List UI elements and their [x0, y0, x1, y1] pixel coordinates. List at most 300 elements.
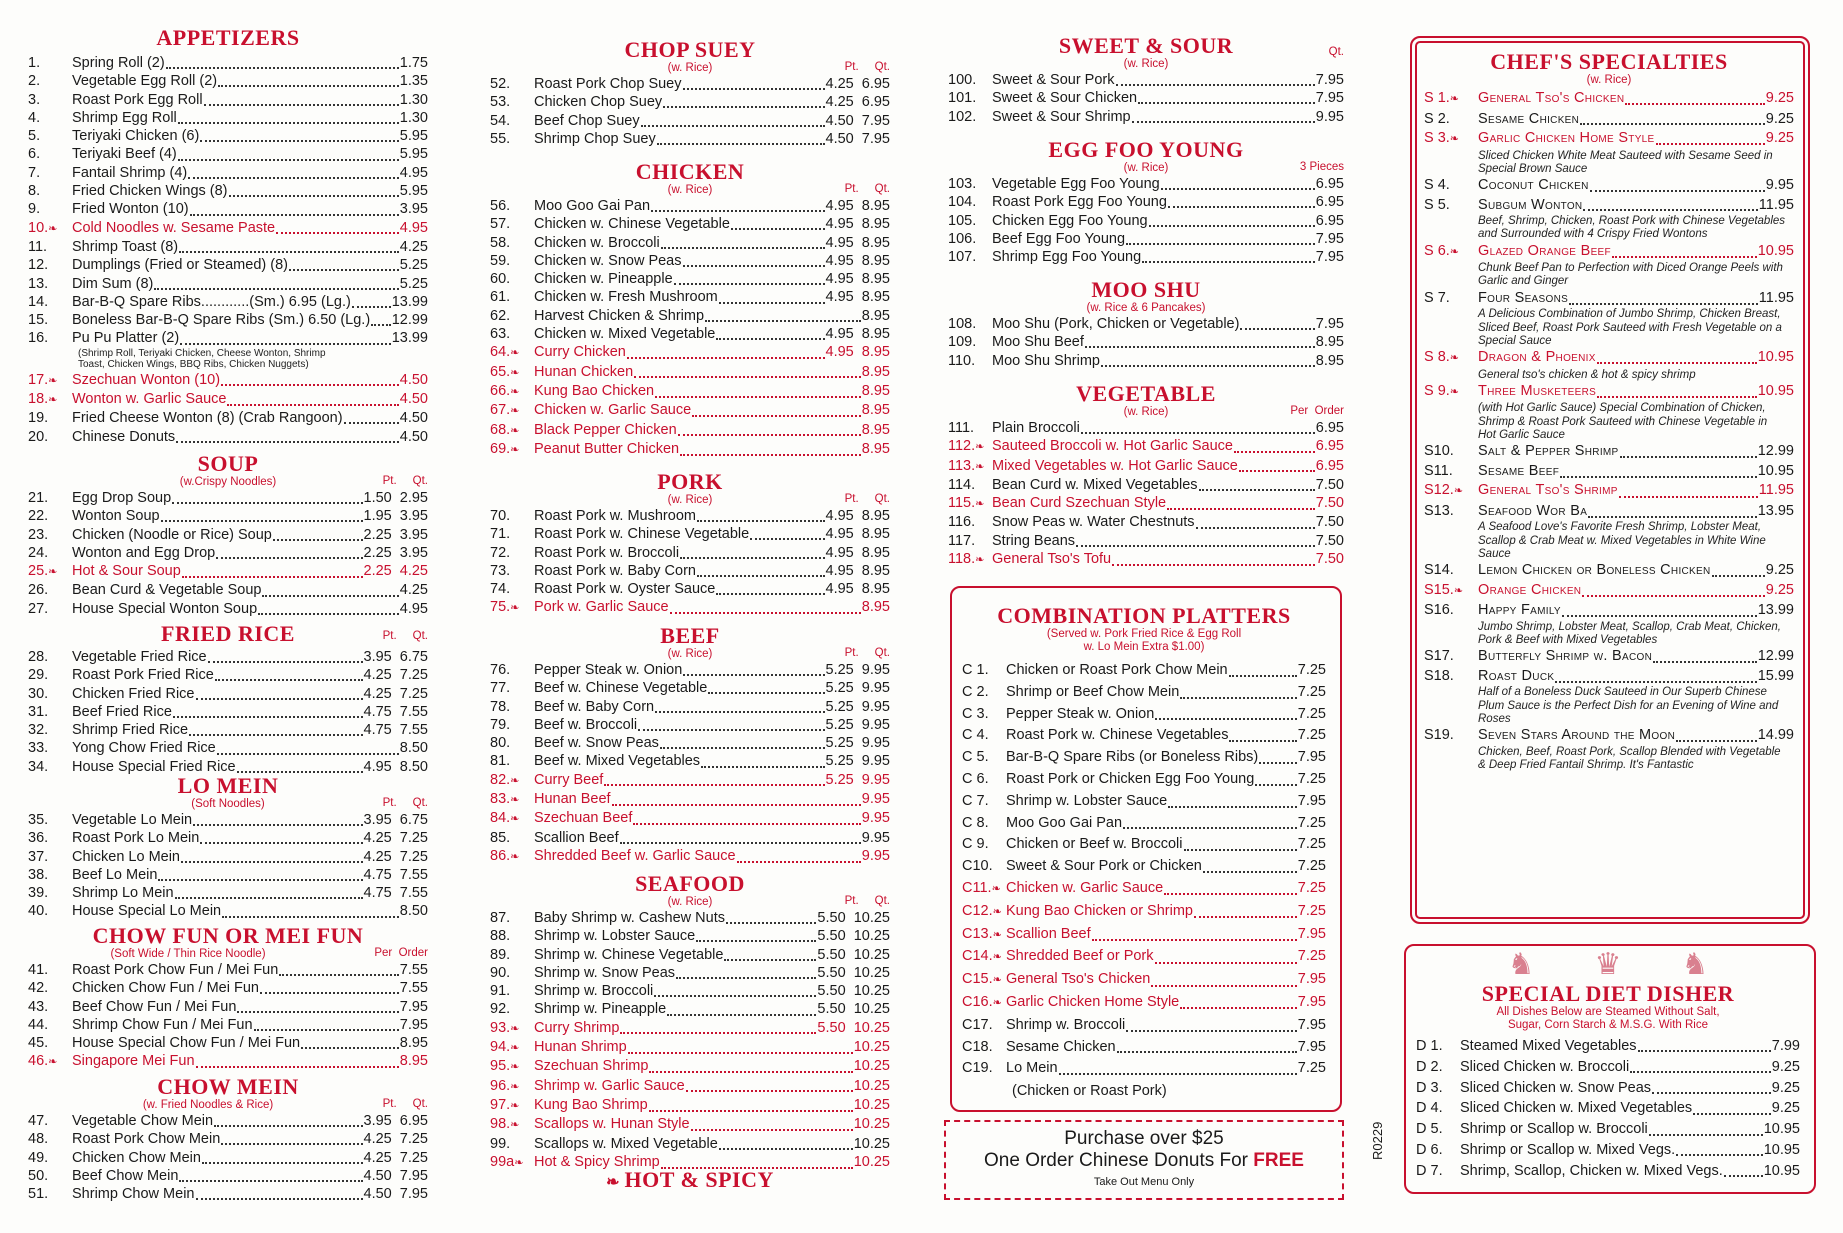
- dot-leader: [1676, 1144, 1763, 1156]
- item-name: Hunan Shrimp: [534, 1039, 627, 1056]
- item-number-text: 38.: [28, 866, 49, 883]
- item-number: [490, 598, 534, 617]
- dot-leader: [371, 314, 391, 326]
- item-price: 10.95: [1757, 462, 1794, 479]
- item-number: [948, 457, 992, 476]
- item-number: [962, 813, 1006, 835]
- item-name: Teriyaki Chicken (6): [72, 128, 200, 145]
- dot-leader: [686, 1080, 853, 1092]
- chow-fun-subtitle: (Soft Wide / Thin Rice Noodle): [110, 948, 266, 960]
- item-price: 5.25: [399, 257, 428, 274]
- item-number: [490, 698, 534, 716]
- dot-leader: [1555, 671, 1756, 683]
- menu-item: [490, 130, 890, 148]
- item-number: [490, 1135, 534, 1153]
- dot-leader: [750, 528, 824, 540]
- menu-item: [490, 270, 890, 288]
- egg-foo-young-title: EGG FOO YOUNG: [1048, 137, 1244, 162]
- menu-item: [490, 946, 890, 964]
- item-number: [490, 909, 534, 927]
- dot-leader: [1180, 997, 1297, 1009]
- item-number-text: 114.: [948, 476, 976, 493]
- menu-item: [962, 1015, 1326, 1037]
- lo-mein-title: LO MEIN: [177, 773, 279, 798]
- menu-item: [28, 866, 428, 884]
- item-number: [1416, 1161, 1460, 1182]
- dot-leader: [178, 149, 399, 161]
- item-number: [28, 1167, 72, 1185]
- item-name: Shrimp w. Broccoli: [1006, 1016, 1126, 1033]
- item-name: Pork w. Garlic Sauce: [534, 599, 669, 616]
- item-name: Scallion Beef: [1006, 925, 1091, 942]
- menu-item: [962, 813, 1326, 835]
- chicken-section: [490, 160, 890, 459]
- item-number-text: 81.: [490, 753, 511, 770]
- chili-pepper-icon: ❧: [510, 424, 520, 437]
- combination-list: [962, 660, 1326, 1080]
- item-price: 4.95 8.95: [825, 326, 890, 343]
- menu-item: [490, 809, 890, 828]
- menu-item: [490, 1135, 890, 1153]
- item-number-text: C 5.: [962, 749, 989, 766]
- item-price: 9.95: [1315, 108, 1344, 125]
- menu-item: [28, 428, 428, 446]
- menu-item: [1424, 502, 1794, 522]
- item-name: Chicken Chow Fun / Mei Fun: [72, 980, 259, 997]
- item-price: 7.95: [1315, 230, 1344, 247]
- hot-spicy-legend: [490, 1168, 890, 1195]
- dot-leader: [1712, 565, 1765, 577]
- item-number-text: S14.: [1424, 562, 1454, 579]
- moo-shu-list: [948, 315, 1344, 370]
- item-number: [28, 829, 72, 847]
- chow-fun-list: [28, 961, 428, 1072]
- item-price: 8.95: [861, 363, 890, 380]
- chili-pepper-icon: ❧: [510, 1061, 520, 1074]
- item-number: [28, 1034, 72, 1052]
- menu-item: [28, 200, 428, 218]
- item-name: Shrimp w. Snow Peas: [534, 964, 676, 981]
- appetizers-list-2: [28, 371, 428, 446]
- menu-item: [28, 311, 428, 329]
- chili-pepper-icon: ❧: [992, 928, 1002, 941]
- item-number: [962, 834, 1006, 856]
- item-name: Spring Roll (2): [72, 55, 165, 71]
- item-number-text: 84.: [490, 810, 511, 827]
- item-number-text: C13.: [962, 925, 993, 942]
- item-number: [28, 544, 72, 562]
- item-name: Fried Chicken Wings (8): [72, 183, 228, 200]
- item-name: Wonton and Egg Drop: [72, 544, 216, 561]
- menu-item: [490, 234, 890, 252]
- item-price: 5.50 10.25: [817, 928, 890, 945]
- egg-foo-young-subtitle: (w. Rice): [1123, 162, 1169, 174]
- item-number-text: 36.: [28, 830, 49, 847]
- item-number-text: 17.: [28, 371, 49, 388]
- dot-leader: [1085, 336, 1315, 348]
- item-price: 4.25: [399, 582, 428, 599]
- menu-item: [490, 1077, 890, 1096]
- menu-item: [1424, 196, 1794, 216]
- item-name: Chicken w. Chinese Vegetable: [534, 216, 730, 233]
- item-price: 6.95: [1315, 176, 1344, 192]
- item-number-text: 54.: [490, 112, 511, 129]
- menu-item: [28, 219, 428, 238]
- item-name: Boneless Bar-B-Q Spare Ribs (Sm.) 6.50 (Lg.): [72, 312, 371, 329]
- dot-leader: [1724, 1165, 1763, 1177]
- dot-leader: [1138, 92, 1315, 104]
- item-name: Hunan Beef: [534, 791, 611, 808]
- item-number-text: 101.: [948, 90, 977, 107]
- item-number: [28, 721, 72, 739]
- item-number: [962, 682, 1006, 704]
- item-number: [28, 507, 72, 525]
- item-number-text: 30.: [28, 685, 49, 702]
- item-number: [948, 333, 992, 351]
- item-name: Beef w. Mixed Vegetables: [534, 753, 701, 770]
- item-number-text: 31.: [28, 703, 49, 720]
- item-number-text: D 6.: [1416, 1141, 1443, 1158]
- dot-leader: [737, 851, 861, 863]
- dot-leader: [158, 869, 362, 881]
- dot-leader: [724, 949, 816, 961]
- soup-section: [28, 452, 428, 618]
- item-number: [490, 307, 534, 325]
- item-number: [490, 270, 534, 288]
- chili-pepper-icon: ❧: [510, 602, 520, 615]
- item-number-text: C15.: [962, 971, 993, 988]
- diet-list: [1416, 1036, 1800, 1182]
- item-price: 9.25: [1765, 130, 1794, 146]
- item-number-text: 34.: [28, 758, 49, 775]
- item-name: General Tso's Shrimp: [1478, 482, 1618, 499]
- item-number: [490, 946, 534, 964]
- item-number-text: 13.: [28, 275, 49, 292]
- item-name: Kung Bao Chicken: [534, 382, 655, 399]
- item-price: 8.95: [399, 1035, 428, 1052]
- item-number-text: 80.: [490, 735, 511, 752]
- menu-item: [962, 969, 1326, 992]
- combination-platters-box: [950, 586, 1342, 1112]
- item-number: [948, 550, 992, 569]
- item-number: [28, 848, 72, 866]
- dot-leader: [179, 241, 399, 253]
- item-number-text: 42.: [28, 980, 49, 997]
- dot-leader: [620, 832, 861, 844]
- item-number-text: D 4.: [1416, 1100, 1443, 1117]
- item-price: 6.95: [1315, 194, 1344, 211]
- dot-leader: [1229, 665, 1297, 677]
- menu-item: [962, 901, 1326, 924]
- menu-item: [962, 834, 1326, 856]
- item-number-text: C 6.: [962, 770, 989, 787]
- item-price: 4.50: [399, 428, 428, 445]
- lo-mein-list: [28, 811, 428, 921]
- item-number-text: 25.: [28, 563, 49, 580]
- item-description: Chunk Beef Pan to Perfection with Diced Orange Peels with Garlic and Ginger: [1478, 262, 1783, 288]
- item-number-text: 22.: [28, 508, 49, 525]
- vegetable-subtitle: (w. Rice): [1123, 406, 1169, 418]
- dot-leader: [1076, 535, 1315, 547]
- item-name: General Tso's Tofu: [992, 551, 1112, 568]
- item-number: [490, 982, 534, 1000]
- menu-item: [28, 884, 428, 902]
- menu-item: [1424, 481, 1794, 502]
- dot-leader: [196, 1188, 363, 1200]
- item-description: General tso's chicken & hot & spicy shrimp: [1478, 368, 1696, 381]
- item-name: House Special Wonton Soup: [72, 600, 258, 617]
- item-name: Roast Pork Lo Mein: [72, 830, 200, 847]
- item-name: Orange Chicken: [1478, 581, 1582, 598]
- item-number: [962, 1037, 1006, 1059]
- item-number-text: S 3.: [1424, 130, 1450, 146]
- chili-pepper-icon: ❧: [510, 1042, 520, 1055]
- dot-leader: [726, 912, 816, 924]
- item-price: 7.25: [1297, 727, 1326, 744]
- vegetable-section: [948, 382, 1344, 569]
- dot-leader: [1126, 233, 1315, 245]
- item-price: 3.95 6.75: [363, 812, 428, 828]
- dancer-icon: ♞: [1507, 948, 1595, 981]
- item-number: [28, 256, 72, 274]
- item-price: 4.25 6.95: [825, 94, 890, 111]
- item-name: Pepper Steak w. Onion: [1006, 705, 1155, 722]
- item-name: Subgum Wonton: [1478, 196, 1583, 213]
- item-number: [1416, 1140, 1460, 1161]
- item-number-text: S 1.: [1424, 90, 1450, 106]
- chili-pepper-icon: ❧: [1449, 245, 1460, 258]
- item-number: [490, 679, 534, 697]
- menu-item: [1424, 442, 1794, 462]
- item-number-text: S10.: [1424, 443, 1454, 460]
- item-name: Bar-B-Q Spare Ribs............(Sm.) 6.95 (Lg.): [72, 293, 351, 310]
- menu-item: [490, 325, 890, 343]
- item-price: 8.50: [399, 740, 428, 757]
- chili-pepper-icon: ❧: [510, 347, 520, 360]
- item-price: 9.25: [1765, 562, 1794, 579]
- item-price: 10.25: [853, 1116, 890, 1133]
- dot-leader: [1203, 861, 1297, 873]
- item-price: 5.50 10.25: [817, 946, 890, 963]
- menu-item: [1424, 726, 1794, 746]
- menu-item: [962, 992, 1326, 1015]
- item-name: Beef w. Chinese Vegetable: [534, 680, 708, 697]
- item-number: [1424, 581, 1478, 602]
- menu-item: [948, 333, 1344, 351]
- item-price: 4.25 7.25: [363, 667, 428, 684]
- dot-leader: [676, 967, 816, 979]
- dancer-icon: ♞: [1681, 948, 1769, 981]
- item-name: Hot & Sour Soup: [72, 563, 181, 580]
- dot-leader: [1151, 975, 1296, 987]
- item-number-text: 116.: [948, 514, 976, 531]
- dot-leader: [218, 75, 399, 87]
- item-name: Teriyaki Beef (4): [72, 146, 177, 163]
- menu-item: [490, 580, 890, 598]
- item-number-text: 8.: [28, 183, 41, 200]
- item-price: 14.99: [1757, 727, 1794, 744]
- item-number: [490, 363, 534, 382]
- item-price: 2.25 3.95: [363, 544, 428, 561]
- item-name: Chicken w. Garlic Sauce: [534, 402, 692, 419]
- item-price: 7.25: [1297, 662, 1326, 678]
- menu-item: [490, 598, 890, 617]
- menu-item: [490, 927, 890, 945]
- item-name: Chicken Chow Mein: [72, 1149, 201, 1166]
- item-number-text: 69.: [490, 440, 511, 457]
- dot-leader: [1693, 1103, 1771, 1115]
- item-name: Shrimp Toast (8): [72, 238, 179, 255]
- item-number-text: 74.: [490, 581, 511, 598]
- menu-item: [28, 507, 428, 525]
- item-name: Sweet & Sour Chicken: [992, 90, 1138, 107]
- seafood-subtitle: (w. Rice): [667, 896, 713, 908]
- item-name: Shrimp or Scallop w. Mixed Vegs.: [1460, 1141, 1676, 1158]
- item-number-text: 73.: [490, 562, 511, 579]
- item-name: Beef w. Snow Peas: [534, 735, 659, 752]
- dot-leader: [731, 218, 825, 230]
- item-number-text: S18.: [1424, 667, 1454, 684]
- dot-leader: [1116, 74, 1315, 86]
- item-number-text: C17.: [962, 1016, 993, 1033]
- item-number: [948, 315, 992, 333]
- item-name: Chicken (Noodle or Rice) Soup: [72, 526, 272, 543]
- dot-leader: [1597, 386, 1757, 398]
- item-price: 7.50: [1315, 476, 1344, 493]
- item-number-text: 93.: [490, 1019, 511, 1036]
- item-number-text: 57.: [490, 216, 511, 233]
- item-price: 4.50: [399, 391, 428, 408]
- item-price: 8.95: [861, 307, 890, 324]
- item-name: Sweet & Sour Pork: [992, 72, 1115, 88]
- menu-item: [948, 212, 1344, 230]
- item-name: Roast Pork Fried Rice: [72, 667, 214, 684]
- item-name: Shrimp w. Broccoli: [534, 983, 654, 1000]
- dot-leader: [1112, 554, 1315, 566]
- item-number: [490, 252, 534, 270]
- dot-leader: [1653, 651, 1757, 663]
- item-number-text: 24.: [28, 544, 49, 561]
- item-number: [962, 704, 1006, 726]
- column-1: [28, 0, 428, 1233]
- item-number: [490, 734, 534, 752]
- item-number: [962, 1015, 1006, 1037]
- item-name: Scallion Beef: [534, 829, 619, 846]
- menu-item: [28, 998, 428, 1016]
- item-name: Beef Egg Foo Young: [992, 230, 1126, 247]
- item-price: 7.95: [1315, 90, 1344, 107]
- item-name: Chicken w. Pineapple: [534, 271, 673, 288]
- menu-item: [490, 1038, 890, 1057]
- item-name: General Tso's Chicken: [1006, 971, 1151, 988]
- chop-suey-subtitle: (w. Rice): [667, 62, 713, 74]
- item-price: 6.95: [1315, 212, 1344, 229]
- item-name: Chicken or Beef w. Broccoli: [1006, 836, 1183, 853]
- chicken-subtitle: (w. Rice): [667, 184, 713, 196]
- item-number-text: 104.: [948, 194, 977, 211]
- chow-mein-section: [28, 1075, 428, 1203]
- item-number: [490, 829, 534, 847]
- item-name: Happy Family: [1478, 602, 1561, 619]
- item-number: [490, 75, 534, 93]
- item-price: 4.95 8.95: [825, 252, 890, 269]
- chili-pepper-icon: ❧: [510, 405, 520, 418]
- item-number-text: 89.: [490, 946, 511, 963]
- item-number: [28, 238, 72, 256]
- item-number-text: S 2.: [1424, 110, 1450, 127]
- menu-item: [28, 1016, 428, 1034]
- vegetable-list: [948, 419, 1344, 569]
- item-number-text: S19.: [1424, 727, 1454, 744]
- item-number-text: 62.: [490, 307, 511, 324]
- dot-leader: [190, 204, 399, 216]
- menu-item: [28, 72, 428, 90]
- item-name: Beef Lo Mein: [72, 866, 158, 883]
- item-number: [28, 329, 72, 347]
- chow-mein-columns: Pt. Qt.: [382, 1098, 428, 1110]
- item-number: [28, 648, 72, 666]
- chili-pepper-icon: ❧: [1449, 133, 1460, 145]
- menu-item: [490, 401, 890, 420]
- chili-pepper-icon: ❧: [992, 974, 1002, 987]
- item-name: Chicken Lo Mein: [72, 848, 180, 865]
- menu-item: [948, 352, 1344, 370]
- menu-code: R0229: [1370, 1121, 1385, 1160]
- item-name: Scallops w. Mixed Vegetable: [534, 1135, 718, 1152]
- item-number: [28, 562, 72, 581]
- chow-mein-title: CHOW MEIN: [157, 1074, 299, 1099]
- item-number-text: 65.: [490, 363, 511, 380]
- item-price: 7.25: [1297, 902, 1326, 919]
- item-price: 5.25 9.95: [825, 771, 890, 788]
- item-number-text: 76.: [490, 662, 511, 678]
- item-number: [948, 71, 992, 89]
- item-name: Shrimp Fried Rice: [72, 722, 189, 739]
- c19-note: (Chicken or Roast Pork): [1012, 1083, 1167, 1100]
- menu-item: [28, 829, 428, 847]
- item-number-text: 82.: [490, 771, 511, 788]
- item-price: 4.25 6.95: [825, 76, 890, 92]
- menu-item: [28, 275, 428, 293]
- item-number-text: 59.: [490, 252, 511, 269]
- menu-item: [28, 127, 428, 145]
- item-name: Vegetable Chow Mein: [72, 1113, 214, 1129]
- menu-item: [490, 847, 890, 866]
- menu-item: [490, 363, 890, 382]
- item-number: [28, 91, 72, 109]
- menu-item: [490, 544, 890, 562]
- item-number-text: 92.: [490, 1001, 511, 1018]
- chili-pepper-icon: ❧: [1449, 93, 1460, 105]
- dot-leader: [237, 761, 363, 773]
- dot-leader: [697, 565, 825, 577]
- menu-item: [948, 550, 1344, 569]
- chili-pepper-icon: ❧: [48, 394, 58, 407]
- diet-title: SPECIAL DIET DISHER: [1481, 981, 1735, 1006]
- item-number: [28, 200, 72, 218]
- item-number-text: S16.: [1424, 602, 1454, 619]
- dot-leader: [654, 985, 816, 997]
- item-number-text: 68.: [490, 421, 511, 438]
- item-number-text: 113.: [948, 457, 976, 474]
- fried-rice-list: [28, 648, 428, 776]
- dot-leader: [678, 424, 861, 436]
- item-price: 9.25: [1765, 90, 1794, 106]
- item-price: 4.95 8.95: [825, 271, 890, 288]
- dot-leader: [222, 906, 399, 918]
- menu-item: [962, 704, 1326, 726]
- appetizers-section: [28, 26, 428, 446]
